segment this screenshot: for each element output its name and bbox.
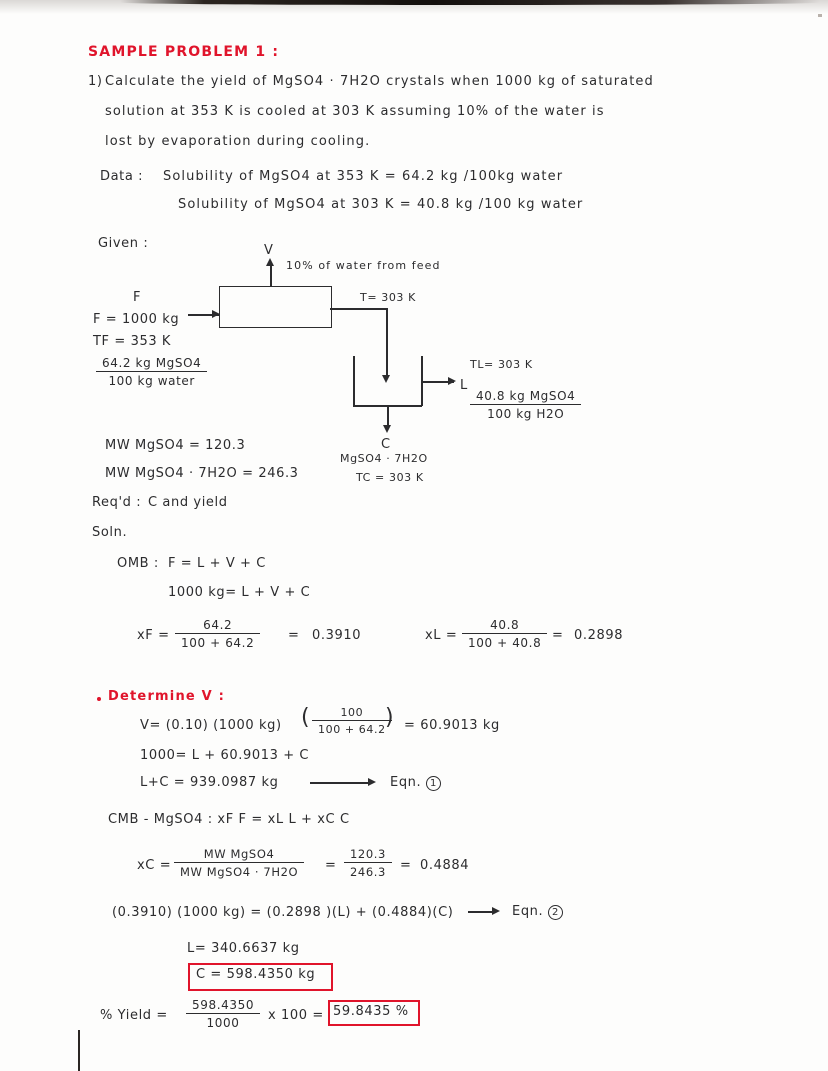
determine-v-bullet bbox=[97, 697, 101, 701]
scan-top-edge-artifact bbox=[120, 0, 820, 5]
problem-text-line-1: Calculate the yield of MgSO4 · 7H2O crystals when 1000 kg of saturated bbox=[105, 74, 654, 89]
data-label: Data : bbox=[100, 169, 144, 184]
outlet-temperature-label: T= 303 K bbox=[360, 291, 416, 304]
data-solubility-303k: Solubility of MgSO4 at 303 K = 40.8 kg /100 kg water bbox=[178, 197, 584, 212]
feed-arrow-head bbox=[212, 310, 220, 318]
yield-times-100: x 100 = bbox=[268, 1008, 324, 1023]
crystallizer-left-wall bbox=[353, 356, 355, 406]
eqn2-label bbox=[512, 904, 563, 920]
eqn1-arrow-head bbox=[368, 778, 376, 786]
v-equation-left: V= (0.10) (1000 kg) bbox=[140, 718, 282, 733]
problem-number: 1) bbox=[88, 74, 103, 89]
molecular-weight-hydrate: MW MgSO4 · 7H2O = 246.3 bbox=[105, 466, 299, 481]
required-label: Req'd : bbox=[92, 495, 142, 510]
molecular-weight-mgso4: MW MgSO4 = 120.3 bbox=[105, 438, 246, 453]
eqn2-arrow-head bbox=[492, 907, 500, 915]
omb-equation-symbolic: F = L + V + C bbox=[168, 556, 266, 571]
yield-final-value: 59.8435 % bbox=[333, 1004, 409, 1019]
feed-concentration-denominator: 100 kg water bbox=[96, 371, 207, 388]
liquor-outlet-arrow-head bbox=[448, 377, 456, 385]
crystal-temperature-label: TC = 303 K bbox=[356, 471, 424, 484]
eqn2-line: (0.3910) (1000 kg) = (0.2898 )(L) + (0.4884)(C) bbox=[112, 905, 454, 920]
eqn1-label bbox=[390, 775, 441, 791]
xc-numeric-fraction bbox=[344, 847, 392, 879]
data-solubility-353k: Solubility of MgSO4 at 353 K = 64.2 kg /100kg water bbox=[163, 169, 564, 184]
v-left-paren: ( bbox=[301, 705, 311, 730]
xc-numeric-denominator: 246.3 bbox=[344, 862, 392, 879]
xf-equals-sign: = bbox=[288, 628, 300, 643]
feed-symbol-label: F bbox=[133, 290, 142, 305]
xc-denominator: MW MgSO4 · 7H2O bbox=[174, 862, 304, 879]
crystal-outlet-arrow-head bbox=[383, 425, 391, 433]
eqn2-label-text: Eqn. bbox=[512, 904, 544, 919]
crystallizer-inlet-arrow-head bbox=[382, 375, 390, 383]
yield-fraction bbox=[186, 998, 260, 1030]
eqn1-label-text: Eqn. bbox=[390, 775, 422, 790]
liquor-symbol-label: L bbox=[460, 378, 468, 393]
liquor-concentration-fraction bbox=[470, 389, 581, 421]
xc-numeric-numerator: 120.3 bbox=[350, 847, 386, 861]
c-final-result: C = 598.4350 kg bbox=[196, 967, 316, 982]
vapor-note-label: 10% of water from feed bbox=[286, 259, 441, 272]
eqn1-number: 1 bbox=[426, 776, 441, 791]
evaporator-outlet-vertical-line bbox=[386, 308, 388, 378]
xl-denominator: 100 + 40.8 bbox=[462, 633, 547, 650]
yield-label: % Yield = bbox=[100, 1008, 168, 1023]
v-right-paren: ) bbox=[385, 705, 395, 730]
liquor-concentration-numerator: 40.8 kg MgSO4 bbox=[476, 389, 576, 403]
xc-first-equals: = bbox=[325, 858, 337, 873]
yield-numerator: 598.4350 bbox=[192, 998, 255, 1012]
xc-fraction bbox=[174, 847, 304, 879]
xf-numerator: 64.2 bbox=[203, 618, 233, 632]
feed-mass-label: F = 1000 kg bbox=[93, 312, 180, 327]
v-fraction bbox=[312, 705, 395, 736]
liquor-temperature-label: TL= 303 K bbox=[470, 358, 533, 371]
crystal-symbol-label: C bbox=[381, 437, 391, 452]
omb-equation-numeric: 1000 kg= L + V + C bbox=[168, 585, 311, 600]
xl-value: 0.2898 bbox=[574, 628, 624, 643]
xc-value: 0.4884 bbox=[420, 858, 470, 873]
problem-text-line-2: solution at 353 K is cooled at 303 K assuming 10% of the water is bbox=[105, 104, 605, 119]
scan-left-edge-line bbox=[78, 1030, 80, 1071]
vapor-arrow-head bbox=[266, 258, 274, 266]
scan-right-tick-artifact bbox=[818, 14, 822, 17]
xl-numerator: 40.8 bbox=[490, 618, 520, 632]
xf-fraction bbox=[175, 618, 260, 650]
determine-v-heading: Determine V : bbox=[108, 689, 226, 704]
xf-denominator: 100 + 64.2 bbox=[175, 633, 260, 650]
xl-equals-sign: = bbox=[552, 628, 564, 643]
xl-symbol: xL = bbox=[425, 628, 458, 643]
omb-substituted-line: 1000= L + 60.9013 + C bbox=[140, 748, 310, 763]
xc-symbol: xC = bbox=[137, 858, 172, 873]
feed-concentration-numerator: 64.2 kg MgSO4 bbox=[102, 356, 202, 370]
problem-text-line-3: lost by evaporation during cooling. bbox=[105, 134, 371, 149]
yield-denominator: 1000 bbox=[186, 1013, 260, 1030]
v-result: = 60.9013 kg bbox=[404, 718, 500, 733]
l-final-result: L= 340.6637 kg bbox=[187, 941, 300, 956]
xc-numerator: MW MgSO4 bbox=[203, 847, 275, 861]
l-plus-c-result: L+C = 939.0987 kg bbox=[140, 775, 279, 790]
given-label: Given : bbox=[98, 236, 149, 251]
xf-value: 0.3910 bbox=[312, 628, 362, 643]
feed-concentration-fraction bbox=[96, 356, 207, 388]
vapor-symbol-label: V bbox=[264, 243, 274, 258]
xl-fraction bbox=[462, 618, 547, 650]
evaporator-outlet-horizontal-line bbox=[330, 308, 387, 310]
evaporator-box bbox=[219, 286, 332, 328]
omb-label: OMB : bbox=[117, 556, 159, 571]
liquor-concentration-denominator: 100 kg H2O bbox=[470, 404, 581, 421]
xf-symbol: xF = bbox=[137, 628, 170, 643]
xc-second-equals: = bbox=[400, 858, 412, 873]
v-fraction-numerator: 100 bbox=[340, 706, 364, 719]
cmb-equation-line: CMB - MgSO4 : xF F = xL L + xC C bbox=[108, 812, 350, 827]
solution-label: Soln. bbox=[92, 525, 128, 540]
page-title: SAMPLE PROBLEM 1 : bbox=[88, 44, 280, 60]
eqn1-arrow-line bbox=[310, 782, 372, 784]
eqn2-number: 2 bbox=[548, 905, 563, 920]
feed-temperature-label: TF = 353 K bbox=[93, 334, 172, 349]
v-fraction-denominator: 100 + 64.2 bbox=[312, 720, 392, 736]
crystal-formula-label: MgSO4 · 7H2O bbox=[340, 452, 428, 465]
required-text: C and yield bbox=[148, 495, 228, 510]
